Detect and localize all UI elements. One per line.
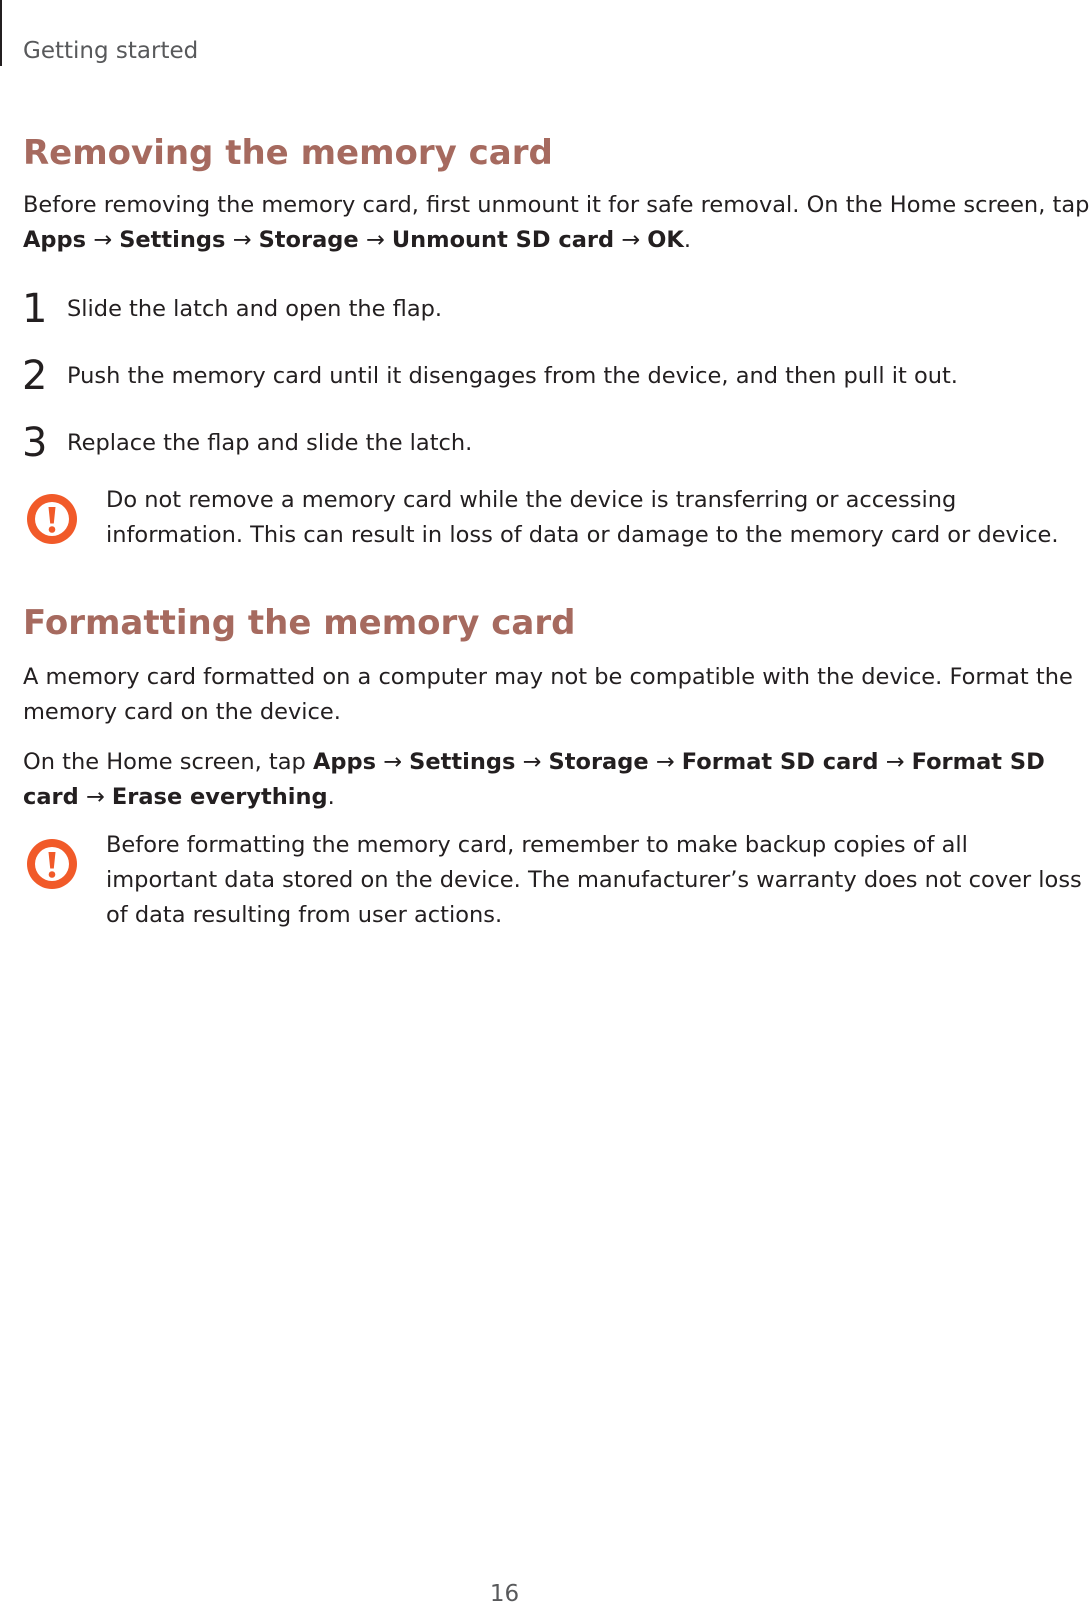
caution-icon [26, 838, 78, 890]
step-text: Replace the flap and slide the latch. [67, 430, 473, 456]
para2-prefix: On the Home screen, tap [23, 749, 306, 775]
formatting-para1 [23, 660, 1073, 730]
page-number: 16 [489, 1581, 520, 1607]
caution-note [106, 483, 1059, 553]
step-number: 3 [22, 420, 48, 466]
step-text: Slide the latch and open the flap. [67, 296, 443, 322]
path-item: Apps [312, 749, 376, 775]
formatting-path-line2 [23, 780, 1013, 815]
arrow: → [365, 227, 385, 253]
arrow: → [93, 227, 113, 253]
margin-rule [0, 0, 2, 66]
formatting-para2 [23, 745, 1045, 815]
arrow: → [621, 227, 641, 253]
caution-line: important data stored on the device. The manufacturer’s warranty does not cover loss [106, 867, 1082, 893]
arrow: → [85, 784, 105, 810]
path-item: Format SD card [681, 749, 879, 775]
step-text: Push the memory card until it disengages from the device, and then pull it out. [67, 363, 958, 389]
path-item: Format SD [911, 749, 1045, 775]
path-item: Settings [409, 749, 516, 775]
caution-line: of data resulting from user actions. [106, 902, 503, 928]
step-number: 1 [22, 286, 48, 332]
arrow: → [232, 227, 252, 253]
running-head: Getting started [23, 38, 199, 64]
formatting-path-line1 [23, 745, 1045, 780]
path-item: card [23, 784, 79, 810]
caution-icon [26, 493, 78, 545]
caution-note [106, 828, 1082, 933]
removing-path [23, 223, 1013, 258]
path-item: Storage [258, 227, 359, 253]
path-item: Settings [119, 227, 226, 253]
path-item: Unmount SD card [391, 227, 615, 253]
arrow: → [885, 749, 905, 775]
period: . [683, 227, 691, 253]
arrow: → [655, 749, 675, 775]
section-title-removing: Removing the memory card [23, 133, 553, 173]
removing-intro [23, 188, 1089, 258]
caution-line: Do not remove a memory card while the device is transferring or accessing [106, 487, 957, 513]
path-item: OK [647, 227, 684, 253]
path-item: Storage [548, 749, 649, 775]
path-item: Apps [23, 227, 87, 253]
path-item: Erase everything [111, 784, 328, 810]
caution-line: information. This can result in loss of data or damage to the memory card or device. [106, 522, 1059, 548]
arrow: → [383, 749, 402, 775]
formatting-line: A memory card formatted on a computer may not be compatible with the device. Format the [23, 664, 1073, 690]
section-title-formatting: Formatting the memory card [23, 603, 576, 643]
period: . [327, 784, 335, 810]
formatting-line: memory card on the device. [23, 699, 341, 725]
caution-line: Before formatting the memory card, remember to make backup copies of all [106, 832, 968, 858]
arrow: → [522, 749, 542, 775]
step-number: 2 [22, 353, 48, 399]
removing-intro-line: Before removing the memory card, first unmount it for safe removal. On the Home screen, tap [23, 192, 1089, 218]
